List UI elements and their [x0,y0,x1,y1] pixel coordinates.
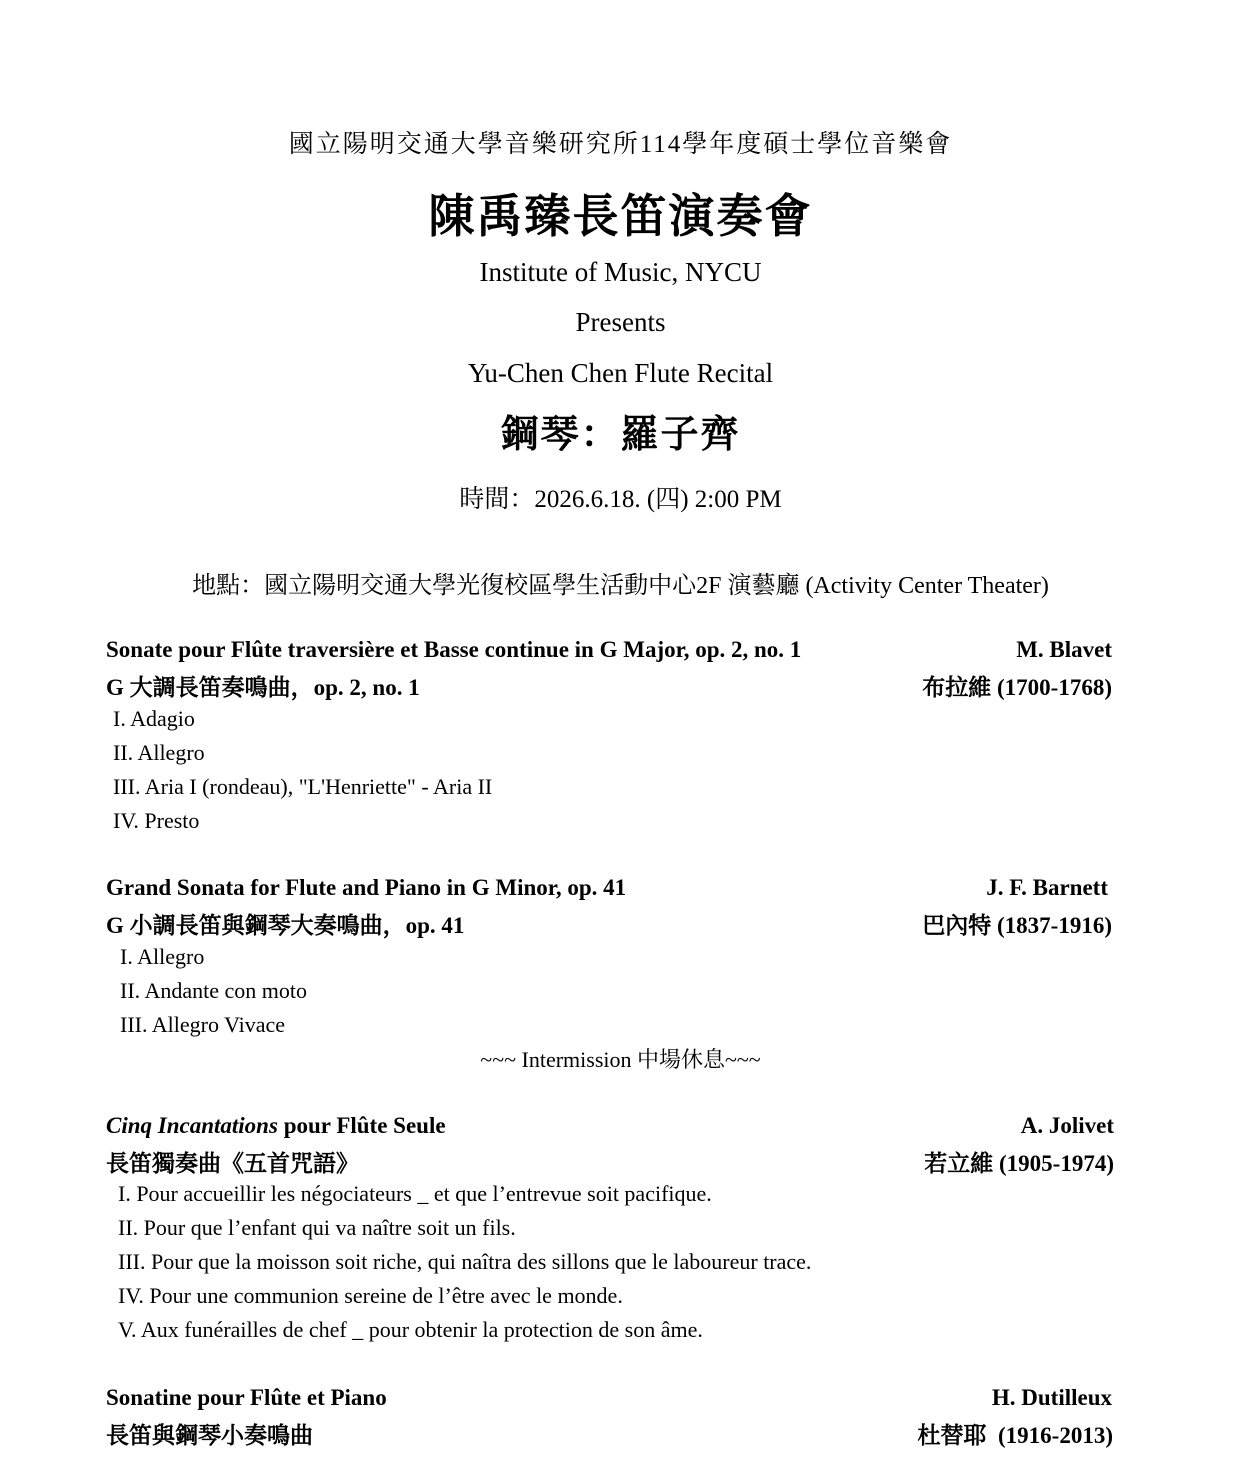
composer-zh: 巴內特 (1837-1916) [922,913,1112,938]
movement: I. Pour accueillir les négociateurs _ et que l’entrevue soit pacifique. [118,1181,712,1206]
composer-en: A. Jolivet [1020,1113,1114,1138]
movement: V. Aux funérailles de chef _ pour obtenir la protection de son âme. [118,1317,703,1342]
department-heading: 國立陽明交通大學音樂研究所114學年度碩士學位音樂會 [288,131,953,158]
recital-title-zh: 陳禹臻長笛演奏會 [428,191,813,242]
movement: II. Pour que l’enfant qui va naître soit un fils. [118,1215,516,1240]
piece-4-header-zh [106,1417,1113,1447]
piece-3-header [106,1113,1114,1143]
concert-time: 時間：2026.6.18. (四) 2:00 PM [459,486,782,513]
piece-title-zh: G 小調長笛與鋼琴大奏鳴曲，op. 41 [106,913,465,938]
piece-2-header-zh [106,907,1112,937]
movement: III. Pour que la moisson soit riche, qui naîtra des sillons que le laboureur trace. [118,1249,812,1274]
concert-venue: 地點：國立陽明交通大學光復校區學生活動中心2F 演藝廳 (Activity Center Theater) [192,573,1049,599]
piece-title-en: Sonate pour Flûte traversière et Basse continue in G Major, op. 2, no. 1 [106,637,802,662]
piece-title-zh: 長笛與鋼琴小奏鳴曲 [106,1423,313,1448]
movement: III. Aria I (rondeau), "L'Henriette" - Aria II [113,774,493,799]
composer-zh: 布拉維 (1700-1768) [922,675,1112,700]
recital-title-en: Yu-Chen Chen Flute Recital [467,358,774,388]
movement: II. Andante con moto [120,978,307,1003]
movement: I. Allegro [120,944,205,969]
piece-2-header [106,875,1112,905]
movement: III. Allegro Vivace [120,1012,286,1037]
composer-zh: 若立維 (1905-1974) [924,1151,1114,1176]
piece-title-en: Grand Sonata for Flute and Piano in G Minor, op. 41 [106,875,627,900]
composer-en: H. Dutilleux [991,1385,1112,1410]
piece-title-en: Sonatine pour Flûte et Piano [106,1385,387,1410]
piece-title-italic: Cinq Incantations [106,1113,278,1138]
composer-en: J. F. Barnett [986,875,1108,900]
movement: IV. Presto [113,808,200,833]
presents-text: Presents [575,307,666,337]
piece-1-header-zh [106,669,1112,699]
movement: IV. Pour une communion sereine de l’être avec le monde. [118,1283,623,1308]
composer-en: M. Blavet [1016,637,1112,662]
institute-name: Institute of Music, NYCU [479,257,762,287]
piece-title-zh: G 大調長笛奏鳴曲，op. 2, no. 1 [106,675,420,700]
movement: II. Allegro [113,740,205,765]
piece-title-rest: pour Flûte Seule [277,1113,446,1138]
intermission: ~~~ Intermission 中場休息~~~ [480,1047,761,1072]
piece-1-header [106,637,1112,667]
composer-zh: 杜替耶 (1916-2013) [917,1423,1113,1448]
piece-4-header [106,1385,1112,1415]
piece-title-zh: 長笛獨奏曲《五首咒語》 [106,1151,359,1176]
piece-title-en [106,1113,446,1139]
pianist: 鋼琴：羅子齊 [500,414,741,456]
movement: I. Adagio [113,706,195,731]
piece-3-header-zh [106,1145,1114,1175]
